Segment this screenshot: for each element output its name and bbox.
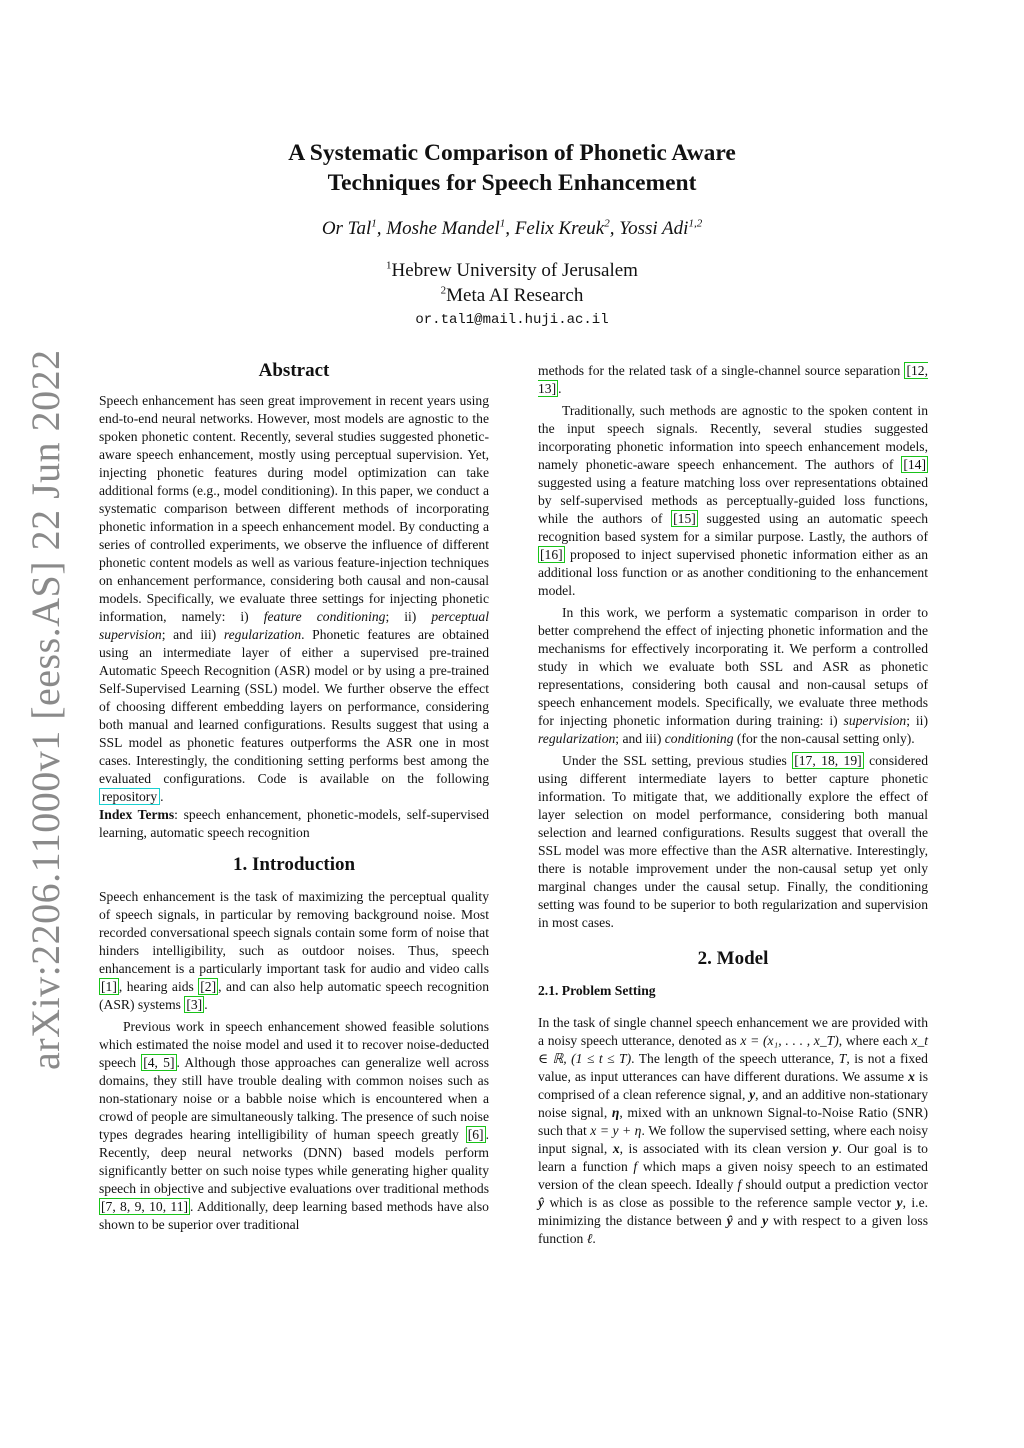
citation-3[interactable]: [3] xyxy=(186,997,203,1012)
author-1: Or Tal xyxy=(321,218,372,239)
author-3: Felix Kreuk xyxy=(514,218,605,239)
math-f-2: f xyxy=(737,1177,742,1192)
citation-7-11[interactable]: [7, 8, 9, 10, 11] xyxy=(101,1199,189,1214)
arxiv-stamp: arXiv:2206.11000v1 [eess.AS] 22 Jun 2022 xyxy=(23,349,68,1070)
math-y-3: y xyxy=(896,1195,903,1210)
term-regularization-2: regularization xyxy=(538,731,616,746)
index-terms: Index Terms: speech enhancement, phonetic-models, self-supervised learning, automatic speech recognition xyxy=(99,807,489,840)
math-xt-range: x_t ∈ ℝ, (1 ≤ t ≤ T) xyxy=(538,1033,928,1066)
term-perceptual-supervision: perceptual supervision xyxy=(99,609,489,642)
math-x: x xyxy=(908,1069,915,1084)
index-terms-label: Index Terms xyxy=(99,807,175,822)
math-x-2: x xyxy=(612,1141,620,1156)
term-conditioning: conditioning xyxy=(664,731,734,746)
affil-2-mark: 2 xyxy=(440,284,447,297)
affiliation-1 xyxy=(150,259,874,284)
math-T: T xyxy=(838,1051,847,1066)
title-line-2: Techniques for Speech Enhancement xyxy=(327,170,697,196)
intro-paragraph-4: In this work, we perform a systematic comparison in order to better comprehend the effect of injecting phonetic information and the mechanisms for effectively incorporating it. We perform a controlled study in which we evaluate both SSL and ASR as phonetic representations, considering both causal and non-causal setups of speech enhancement models. Specifically, we evaluate three methods for injecting phonetic information during training: i) supervision; ii) regularization; and iii) conditioning (for the non-causal setting only). xyxy=(538,605,928,746)
title-line-1: A Systematic Comparison of Phonetic Aware xyxy=(288,140,736,166)
author-4: Yossi Adi xyxy=(619,218,689,239)
math-eta: η xyxy=(611,1105,620,1120)
math-y-hat: ŷ xyxy=(538,1195,545,1210)
math-x-def: x = (x₁, . . . , x_T) xyxy=(740,1033,839,1048)
author-list: Or Tal$^1$, Moshe Mandel$^1$, Felix Kreuk$^2$, Yossi Adi$^{1,2}$ xyxy=(321,217,703,239)
math-y-4: y xyxy=(762,1213,769,1228)
problem-setting-heading: 2.1. Problem Setting xyxy=(538,983,656,998)
abstract-heading: Abstract xyxy=(258,360,330,381)
contact-email[interactable]: or.tal1@mail.huji.ac.il xyxy=(415,312,609,328)
author-3-affil: 2 xyxy=(604,217,610,230)
math-loss: ℓ xyxy=(586,1231,593,1246)
intro-paragraph-1: Speech enhancement is the task of maximizing the perceptual quality of speech signals, in particular by removing background noise. Most recorded conversational speech signals contain some form of noise that hinders intelligibility, such as outdoor noises. Thus, speech enhancement is a particularly important task for audio and video calls [1] , hearing aids [2] , and can also help automatic speech recognition (ASR) systems [3] . xyxy=(99,889,489,1012)
author-2-affil: 1 xyxy=(499,217,506,230)
left-column xyxy=(99,360,489,1234)
model-heading: 2. Model xyxy=(697,948,769,969)
intro-paragraph-3: Traditionally, such methods are agnostic to the spoken content in the input speech signals. Recently, several studies suggested incorporating phonetic information into speech enhancement models, namely phonetic-aware speech enhancement. The authors of [14] suggested using a feature matching loss over representations obtained by self-supervised methods as perceptually-guided loss functions, while the authors of [15] suggested using an automatic speech recognition based system for a similar purpose. Lastly, the authors of [16] proposed to inject supervised phonetic information either as an additional loss function or as another conditioning to the enhancement model. xyxy=(538,403,928,598)
citation-6[interactable]: [6] xyxy=(467,1127,484,1142)
repository-link[interactable]: repository xyxy=(99,788,160,805)
affil-1-name: Hebrew University of Jerusalem xyxy=(391,260,638,281)
affiliations xyxy=(150,259,874,332)
term-regularization: regularization xyxy=(223,627,302,642)
citation-15[interactable]: [15] xyxy=(673,511,696,526)
citation-16[interactable]: [16] xyxy=(540,547,563,562)
affiliation-2 xyxy=(150,284,874,309)
abstract-text: Speech enhancement has seen great improvement in recent years using end-to-end neural networks. However, most models are agnostic to the spoken phonetic content. Recently, several studies suggested phonetic-aware speech enhancement, mostly using perceptual supervision. Yet, injecting phonetic features during model optimization can take additional forms (e.g., model conditioning). In this paper, we conduct a systematic comparison between different methods of incorporating phonetic information in a speech enhancement model. By conducting a series of controlled experiments, we observe the influence of different phonetic content models as well as various feature-injection techniques on enhancement performance, considering both causal and non-causal models. Specifically, we evaluate three settings for injecting phonetic information, namely: i) feature conditioning; ii) perceptual supervision; and iii) regularization. Phonetic features are obtained using an intermediate layer of either a supervised pre-trained Automatic Speech Recognition (ASR) model or by using a pre-trained Self-Supervised Learning (SSL) model. We further observe the effect of choosing different embedding layers on performance, considering both manual and learned configurations. Results suggest that using a SSL model as phonetic features outperforms the ASR one in most cases. Interestingly, the conditioning setting performs best among the evaluated configurations. Code is available on the following repository . xyxy=(99,393,490,804)
citation-1[interactable]: [1] xyxy=(101,979,117,994)
intro-paragraph-2-cont: methods for the related task of a single-channel source separation [12, 13] . xyxy=(538,363,928,396)
term-supervision: supervision xyxy=(843,713,907,728)
citation-14[interactable]: [14] xyxy=(903,457,926,472)
intro-paragraph-2: Previous work in speech enhancement showed feasible solutions which estimated the noise model and used it to recover noise-deducted speech [4, 5] . Although those approaches can generalize well across domains, they still have trouble dealing with common noises such as non-stationary noise or a babble noise which is encountered when a crowd of people are simultaneously talking. The presence of such noise types degrades hearing intelligibility of human speech greatly [6] . Recently, deep neural networks (DNN) based models perform significantly better on such noise types while generating higher quality speech in objective and subjective evaluations over traditional methods [7, 8, 9, 10, 11] . Additionally, deep learning based methods have also shown to be superior over traditional xyxy=(99,1019,489,1232)
author-4-affil: 1,2 xyxy=(688,217,703,230)
problem-setting-paragraph: In the task of single channel speech enhancement we are provided with a noisy speech utterance, denoted as x = (x₁, . . . , x_T), where each x_t ∈ ℝ, (1 ≤ t ≤ T). The length of the speech utterance, T, is not a fixed value, as input utterances can have different durations. We assume x is comprised of a clean reference signal, y, and an additive non-stationary noise signal, η, mixed with an unknown Signal-to-Noise Ratio (SNR) such that x = y + η. We follow the supervised setting, where each noisy input signal, x, is associated with its clean version y. Our goal is to learn a function f which maps a given noisy speech to an estimated version of the clean speech. Ideally f should output a prediction vector ŷ which is as close as possible to the reference sample vector y, i.e. minimizing the distance between ŷ and y with respect to a given loss function ℓ. xyxy=(538,1015,929,1246)
author-1-affil: 1 xyxy=(371,217,377,230)
citation-4-5[interactable]: [4, 5] xyxy=(143,1055,175,1070)
term-feature-conditioning: feature conditioning xyxy=(263,609,386,624)
math-y-2: y xyxy=(832,1141,839,1156)
citation-12-13[interactable]: [12, 13] xyxy=(538,363,928,396)
intro-heading: 1. Introduction xyxy=(232,854,356,875)
citation-17-19[interactable]: [17, 18, 19] xyxy=(794,753,862,768)
right-column xyxy=(538,362,928,1248)
intro-paragraph-5: Under the SSL setting, previous studies [17, 18, 19] considered using different intermediate layers to better capture phonetic information. To mitigate that, we additionally explore the effect of layer selection on model performance, considering both manual selection and learned configurations. Results suggest that overall the SSL model was more effective than the ASR alternative. Interestingly, there is notable improvement under the non-causal setup yet only marginal changes under the causal setup. Finally, the conditioning setting was found to be superior to both regularization and supervision in most cases. xyxy=(538,753,928,930)
affil-1-mark: 1 xyxy=(386,259,392,272)
paper-title xyxy=(150,138,874,198)
math-mix-eq: x = y + η xyxy=(590,1123,642,1138)
affil-2-name: Meta AI Research xyxy=(446,284,584,306)
math-y: y xyxy=(749,1087,756,1102)
author-2: Moshe Mandel xyxy=(386,218,500,239)
math-f: f xyxy=(633,1159,638,1174)
math-y-hat-2: ŷ xyxy=(726,1213,733,1228)
citation-2[interactable]: [2] xyxy=(200,979,217,994)
